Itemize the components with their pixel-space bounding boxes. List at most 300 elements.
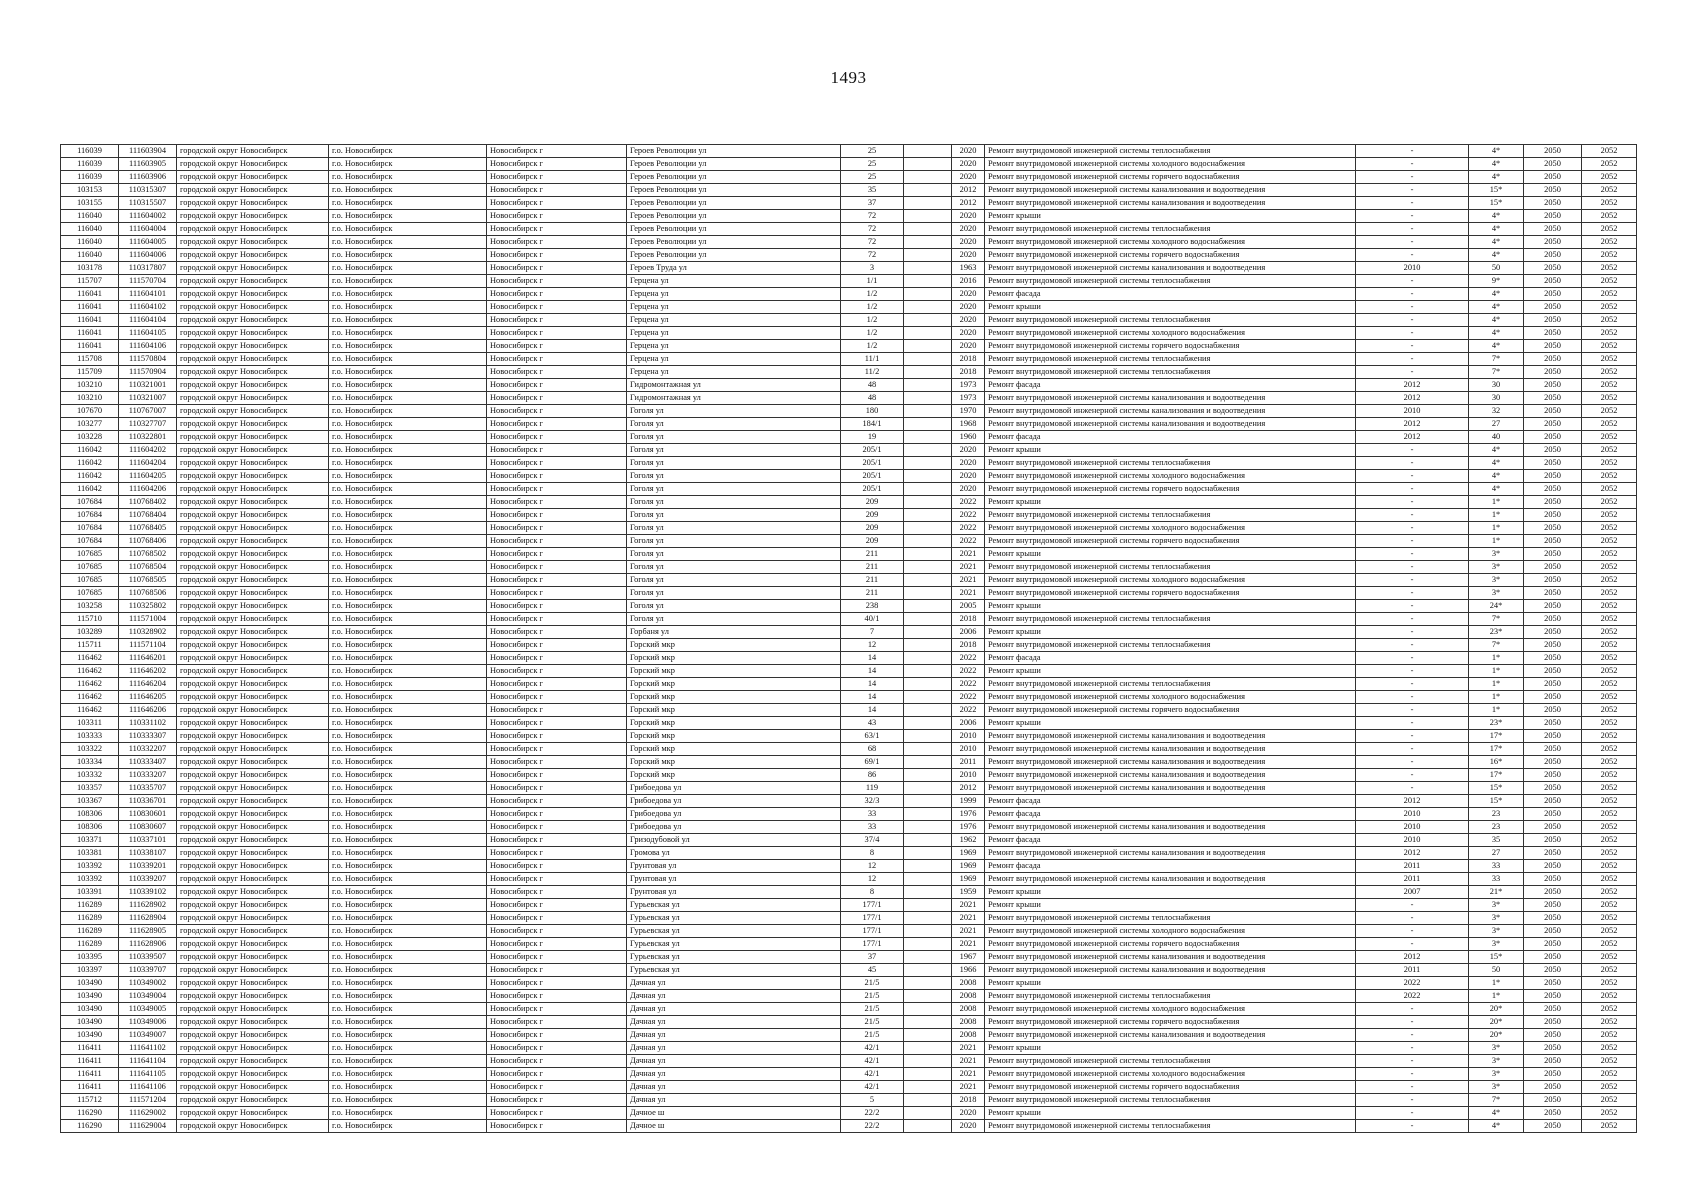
cell-wear: 4* (1469, 301, 1524, 314)
cell-locality: Новосибирск г (487, 665, 627, 678)
cell-plan-end: 2052 (1582, 509, 1637, 522)
cell-last-repair-year: - (1356, 327, 1469, 340)
cell-municipality: г.о. Новосибирск (329, 288, 487, 301)
cell-building (904, 678, 952, 691)
cell-work-id: 111604206 (119, 483, 177, 496)
cell-plan-end: 2052 (1582, 210, 1637, 223)
cell-work-id: 111571004 (119, 613, 177, 626)
cell-plan-start: 2050 (1524, 574, 1582, 587)
cell-plan-end: 2052 (1582, 1029, 1637, 1042)
cell-plan-start: 2050 (1524, 223, 1582, 236)
cell-year: 2005 (952, 600, 985, 613)
cell-street: Гидромонтажная ул (627, 379, 841, 392)
cell-municipal-district: городской округ Новосибирск (177, 769, 329, 782)
cell-work-type: Ремонт внутридомовой инженерной системы канализования и водоотведения (985, 756, 1356, 769)
cell-work-type: Ремонт фасада (985, 379, 1356, 392)
cell-municipality: г.о. Новосибирск (329, 457, 487, 470)
cell-work-id: 110768505 (119, 574, 177, 587)
cell-locality: Новосибирск г (487, 990, 627, 1003)
cell-plan-start: 2050 (1524, 769, 1582, 782)
cell-locality: Новосибирск г (487, 249, 627, 262)
cell-house-id: 116462 (61, 665, 119, 678)
cell-municipality: г.о. Новосибирск (329, 795, 487, 808)
cell-building (904, 938, 952, 951)
cell-work-type: Ремонт внутридомовой инженерной системы холодного водоснабжения (985, 158, 1356, 171)
cell-work-id: 111604002 (119, 210, 177, 223)
cell-plan-end: 2052 (1582, 457, 1637, 470)
table-row (61, 730, 1637, 743)
cell-work-id: 111604104 (119, 314, 177, 327)
cell-building (904, 951, 952, 964)
cell-municipal-district: городской округ Новосибирск (177, 379, 329, 392)
cell-house-id: 115710 (61, 613, 119, 626)
cell-plan-start: 2050 (1524, 457, 1582, 470)
cell-plan-start: 2050 (1524, 366, 1582, 379)
cell-plan-end: 2052 (1582, 691, 1637, 704)
cell-house-id: 107670 (61, 405, 119, 418)
cell-house-id: 116462 (61, 691, 119, 704)
cell-wear: 3* (1469, 1068, 1524, 1081)
cell-last-repair-year: - (1356, 1016, 1469, 1029)
cell-work-type: Ремонт внутридомовой инженерной системы горячего водоснабжения (985, 483, 1356, 496)
cell-building (904, 392, 952, 405)
cell-work-type: Ремонт внутридомовой инженерной системы канализования и водоотведения (985, 418, 1356, 431)
cell-last-repair-year: 2010 (1356, 405, 1469, 418)
cell-work-id: 110338107 (119, 847, 177, 860)
cell-plan-start: 2050 (1524, 691, 1582, 704)
cell-building (904, 730, 952, 743)
cell-street: Дачная ул (627, 1003, 841, 1016)
cell-last-repair-year: 2012 (1356, 951, 1469, 964)
cell-locality: Новосибирск г (487, 756, 627, 769)
cell-plan-end: 2052 (1582, 288, 1637, 301)
table-row (61, 353, 1637, 366)
table-row (61, 301, 1637, 314)
cell-work-type: Ремонт фасада (985, 431, 1356, 444)
table-row (61, 418, 1637, 431)
cell-wear: 1* (1469, 535, 1524, 548)
cell-house-id: 115709 (61, 366, 119, 379)
cell-locality: Новосибирск г (487, 938, 627, 951)
cell-wear: 3* (1469, 561, 1524, 574)
cell-last-repair-year: 2011 (1356, 860, 1469, 873)
cell-municipality: г.о. Новосибирск (329, 1107, 487, 1120)
cell-street: Гоголя ул (627, 613, 841, 626)
cell-last-repair-year: - (1356, 743, 1469, 756)
cell-work-type: Ремонт внутридомовой инженерной системы горячего водоснабжения (985, 340, 1356, 353)
cell-last-repair-year: - (1356, 210, 1469, 223)
cell-house-number: 63/1 (841, 730, 904, 743)
cell-wear: 33 (1469, 860, 1524, 873)
table-row (61, 600, 1637, 613)
cell-plan-end: 2052 (1582, 587, 1637, 600)
cell-house-number: 45 (841, 964, 904, 977)
cell-building (904, 717, 952, 730)
cell-wear: 4* (1469, 1107, 1524, 1120)
cell-house-id: 116041 (61, 288, 119, 301)
cell-last-repair-year: 2022 (1356, 990, 1469, 1003)
cell-municipality: г.о. Новосибирск (329, 353, 487, 366)
cell-house-number: 12 (841, 639, 904, 652)
cell-locality: Новосибирск г (487, 431, 627, 444)
cell-building (904, 496, 952, 509)
cell-plan-end: 2052 (1582, 834, 1637, 847)
cell-plan-start: 2050 (1524, 535, 1582, 548)
cell-locality: Новосибирск г (487, 873, 627, 886)
table-row (61, 405, 1637, 418)
cell-locality: Новосибирск г (487, 353, 627, 366)
cell-house-id: 116042 (61, 483, 119, 496)
cell-municipal-district: городской округ Новосибирск (177, 977, 329, 990)
cell-house-number: 42/1 (841, 1055, 904, 1068)
cell-work-type: Ремонт внутридомовой инженерной системы холодного водоснабжения (985, 1068, 1356, 1081)
cell-house-number: 238 (841, 600, 904, 613)
cell-municipality: г.о. Новосибирск (329, 925, 487, 938)
cell-plan-end: 2052 (1582, 1042, 1637, 1055)
cell-locality: Новосибирск г (487, 769, 627, 782)
cell-municipality: г.о. Новосибирск (329, 496, 487, 509)
cell-wear: 4* (1469, 1120, 1524, 1133)
cell-plan-start: 2050 (1524, 886, 1582, 899)
cell-municipality: г.о. Новосибирск (329, 600, 487, 613)
cell-work-type: Ремонт внутридомовой инженерной системы холодного водоснабжения (985, 925, 1356, 938)
cell-wear: 1* (1469, 704, 1524, 717)
cell-house-number: 14 (841, 678, 904, 691)
cell-last-repair-year: - (1356, 704, 1469, 717)
cell-work-id: 111603906 (119, 171, 177, 184)
cell-year: 2020 (952, 249, 985, 262)
cell-plan-start: 2050 (1524, 743, 1582, 756)
table-row (61, 262, 1637, 275)
cell-street: Гоголя ул (627, 509, 841, 522)
cell-street: Горский мкр (627, 665, 841, 678)
cell-locality: Новосибирск г (487, 457, 627, 470)
cell-plan-end: 2052 (1582, 444, 1637, 457)
cell-locality: Новосибирск г (487, 483, 627, 496)
cell-building (904, 197, 952, 210)
cell-work-id: 110830607 (119, 821, 177, 834)
cell-plan-start: 2050 (1524, 860, 1582, 873)
cell-last-repair-year: 2012 (1356, 392, 1469, 405)
cell-municipal-district: городской округ Новосибирск (177, 418, 329, 431)
cell-street: Герцена ул (627, 340, 841, 353)
cell-plan-end: 2052 (1582, 717, 1637, 730)
cell-street: Героев Революции ул (627, 171, 841, 184)
cell-locality: Новосибирск г (487, 1029, 627, 1042)
cell-street: Герцена ул (627, 288, 841, 301)
cell-plan-start: 2050 (1524, 431, 1582, 444)
cell-last-repair-year: - (1356, 769, 1469, 782)
cell-last-repair-year: - (1356, 587, 1469, 600)
table-row (61, 938, 1637, 951)
cell-last-repair-year: - (1356, 730, 1469, 743)
cell-house-id: 107684 (61, 509, 119, 522)
cell-locality: Новосибирск г (487, 158, 627, 171)
cell-work-id: 111604005 (119, 236, 177, 249)
cell-year: 2010 (952, 769, 985, 782)
cell-municipal-district: городской округ Новосибирск (177, 964, 329, 977)
table-row (61, 1003, 1637, 1016)
cell-building (904, 535, 952, 548)
cell-municipal-district: городской округ Новосибирск (177, 249, 329, 262)
cell-street: Грибоедова ул (627, 821, 841, 834)
cell-house-number: 8 (841, 847, 904, 860)
table-row (61, 1094, 1637, 1107)
cell-work-type: Ремонт внутридомовой инженерной системы холодного водоснабжения (985, 522, 1356, 535)
cell-year: 1966 (952, 964, 985, 977)
cell-work-type: Ремонт внутридомовой инженерной системы канализования и водоотведения (985, 873, 1356, 886)
cell-house-id: 103397 (61, 964, 119, 977)
table-row (61, 860, 1637, 873)
cell-municipal-district: городской округ Новосибирск (177, 457, 329, 470)
cell-municipality: г.о. Новосибирск (329, 1016, 487, 1029)
cell-municipality: г.о. Новосибирск (329, 366, 487, 379)
cell-work-id: 111603904 (119, 145, 177, 158)
cell-house-number: 72 (841, 223, 904, 236)
cell-house-id: 103322 (61, 743, 119, 756)
cell-plan-end: 2052 (1582, 743, 1637, 756)
cell-work-id: 111604006 (119, 249, 177, 262)
cell-municipality: г.о. Новосибирск (329, 1081, 487, 1094)
table-row (61, 756, 1637, 769)
cell-house-id: 107685 (61, 548, 119, 561)
cell-house-number: 25 (841, 158, 904, 171)
cell-house-number: 211 (841, 561, 904, 574)
cell-wear: 4* (1469, 171, 1524, 184)
cell-work-type: Ремонт внутридомовой инженерной системы канализования и водоотведения (985, 964, 1356, 977)
cell-house-number: 180 (841, 405, 904, 418)
cell-plan-start: 2050 (1524, 626, 1582, 639)
cell-house-number: 21/5 (841, 1016, 904, 1029)
cell-municipal-district: городской округ Новосибирск (177, 314, 329, 327)
cell-locality: Новосибирск г (487, 145, 627, 158)
cell-year: 2022 (952, 704, 985, 717)
cell-year: 2022 (952, 678, 985, 691)
cell-work-type: Ремонт крыши (985, 600, 1356, 613)
cell-wear: 20* (1469, 1016, 1524, 1029)
cell-municipal-district: городской округ Новосибирск (177, 301, 329, 314)
cell-work-type: Ремонт крыши (985, 626, 1356, 639)
cell-house-number: 1/2 (841, 327, 904, 340)
cell-municipal-district: городской округ Новосибирск (177, 860, 329, 873)
cell-plan-start: 2050 (1524, 782, 1582, 795)
cell-last-repair-year: 2022 (1356, 977, 1469, 990)
cell-year: 2021 (952, 925, 985, 938)
cell-building (904, 821, 952, 834)
cell-plan-end: 2052 (1582, 860, 1637, 873)
cell-locality: Новосибирск г (487, 444, 627, 457)
cell-house-number: 72 (841, 210, 904, 223)
cell-municipality: г.о. Новосибирск (329, 730, 487, 743)
cell-plan-end: 2052 (1582, 1055, 1637, 1068)
cell-plan-start: 2050 (1524, 405, 1582, 418)
cell-year: 2020 (952, 171, 985, 184)
cell-year: 2020 (952, 145, 985, 158)
cell-work-type: Ремонт внутридомовой инженерной системы холодного водоснабжения (985, 1003, 1356, 1016)
cell-year: 2020 (952, 327, 985, 340)
cell-locality: Новосибирск г (487, 379, 627, 392)
cell-work-id: 110327707 (119, 418, 177, 431)
cell-building (904, 405, 952, 418)
cell-last-repair-year: - (1356, 340, 1469, 353)
cell-street: Дачная ул (627, 1029, 841, 1042)
cell-work-id: 111570804 (119, 353, 177, 366)
cell-building (904, 574, 952, 587)
cell-last-repair-year: 2012 (1356, 431, 1469, 444)
cell-plan-start: 2050 (1524, 1081, 1582, 1094)
table-row (61, 223, 1637, 236)
cell-municipality: г.о. Новосибирск (329, 717, 487, 730)
cell-plan-end: 2052 (1582, 704, 1637, 717)
cell-wear: 4* (1469, 236, 1524, 249)
cell-plan-end: 2052 (1582, 1107, 1637, 1120)
cell-last-repair-year: - (1356, 574, 1469, 587)
cell-municipality: г.о. Новосибирск (329, 691, 487, 704)
cell-locality: Новосибирск г (487, 340, 627, 353)
cell-year: 1976 (952, 808, 985, 821)
cell-last-repair-year: - (1356, 236, 1469, 249)
cell-municipal-district: городской округ Новосибирск (177, 340, 329, 353)
cell-house-number: 1/2 (841, 340, 904, 353)
cell-last-repair-year: - (1356, 158, 1469, 171)
cell-municipality: г.о. Новосибирск (329, 756, 487, 769)
cell-work-type: Ремонт внутридомовой инженерной системы горячего водоснабжения (985, 249, 1356, 262)
cell-wear: 7* (1469, 366, 1524, 379)
cell-plan-end: 2052 (1582, 535, 1637, 548)
cell-work-id: 111628902 (119, 899, 177, 912)
cell-plan-end: 2052 (1582, 1016, 1637, 1029)
table-row (61, 496, 1637, 509)
cell-wear: 17* (1469, 743, 1524, 756)
cell-wear: 23 (1469, 808, 1524, 821)
cell-building (904, 626, 952, 639)
table-row (61, 236, 1637, 249)
cell-house-number: 12 (841, 860, 904, 873)
cell-last-repair-year: - (1356, 938, 1469, 951)
cell-building (904, 275, 952, 288)
cell-municipal-district: городской округ Новосибирск (177, 1107, 329, 1120)
cell-year: 2020 (952, 444, 985, 457)
cell-municipality: г.о. Новосибирск (329, 821, 487, 834)
cell-year: 2021 (952, 548, 985, 561)
cell-building (904, 418, 952, 431)
cell-wear: 7* (1469, 353, 1524, 366)
cell-plan-start: 2050 (1524, 613, 1582, 626)
cell-work-id: 110349002 (119, 977, 177, 990)
cell-municipal-district: городской округ Новосибирск (177, 938, 329, 951)
cell-plan-start: 2050 (1524, 639, 1582, 652)
cell-work-type: Ремонт крыши (985, 444, 1356, 457)
cell-work-type: Ремонт внутридомовой инженерной системы теплоснабжения (985, 314, 1356, 327)
cell-municipality: г.о. Новосибирск (329, 704, 487, 717)
cell-municipal-district: городской округ Новосибирск (177, 951, 329, 964)
cell-building (904, 145, 952, 158)
cell-municipal-district: городской округ Новосибирск (177, 717, 329, 730)
cell-plan-start: 2050 (1524, 522, 1582, 535)
cell-house-id: 116041 (61, 301, 119, 314)
cell-house-id: 115708 (61, 353, 119, 366)
cell-house-id: 116042 (61, 444, 119, 457)
cell-municipal-district: городской округ Новосибирск (177, 522, 329, 535)
cell-house-number: 3 (841, 262, 904, 275)
cell-house-number: 209 (841, 535, 904, 548)
cell-building (904, 379, 952, 392)
cell-plan-end: 2052 (1582, 652, 1637, 665)
cell-wear: 23* (1469, 717, 1524, 730)
cell-municipal-district: городской округ Новосибирск (177, 639, 329, 652)
cell-wear: 21* (1469, 886, 1524, 899)
cell-municipality: г.о. Новосибирск (329, 574, 487, 587)
cell-house-number: 40/1 (841, 613, 904, 626)
table-row (61, 847, 1637, 860)
cell-work-type: Ремонт внутридомовой инженерной системы канализования и водоотведения (985, 262, 1356, 275)
cell-municipal-district: городской округ Новосибирск (177, 600, 329, 613)
cell-house-number: 22/2 (841, 1107, 904, 1120)
cell-building (904, 782, 952, 795)
cell-plan-end: 2052 (1582, 379, 1637, 392)
cell-street: Героев Революции ул (627, 210, 841, 223)
cell-municipality: г.о. Новосибирск (329, 665, 487, 678)
cell-plan-end: 2052 (1582, 808, 1637, 821)
cell-work-type: Ремонт крыши (985, 1042, 1356, 1055)
cell-plan-end: 2052 (1582, 847, 1637, 860)
cell-year: 2018 (952, 1094, 985, 1107)
cell-municipality: г.о. Новосибирск (329, 483, 487, 496)
cell-year: 2022 (952, 535, 985, 548)
cell-plan-end: 2052 (1582, 327, 1637, 340)
cell-work-type: Ремонт внутридомовой инженерной системы канализования и водоотведения (985, 184, 1356, 197)
cell-wear: 15* (1469, 184, 1524, 197)
cell-wear: 15* (1469, 197, 1524, 210)
cell-work-id: 110337101 (119, 834, 177, 847)
cell-plan-start: 2050 (1524, 899, 1582, 912)
cell-year: 2021 (952, 1055, 985, 1068)
cell-municipality: г.о. Новосибирск (329, 1120, 487, 1133)
cell-municipal-district: городской округ Новосибирск (177, 873, 329, 886)
cell-municipality: г.о. Новосибирск (329, 613, 487, 626)
cell-house-id: 103395 (61, 951, 119, 964)
cell-plan-end: 2052 (1582, 626, 1637, 639)
cell-municipal-district: городской округ Новосибирск (177, 470, 329, 483)
cell-locality: Новосибирск г (487, 301, 627, 314)
cell-house-id: 116041 (61, 327, 119, 340)
cell-municipal-district: городской округ Новосибирск (177, 1094, 329, 1107)
table-row (61, 704, 1637, 717)
table-row (61, 210, 1637, 223)
table-row (61, 964, 1637, 977)
cell-work-id: 111628906 (119, 938, 177, 951)
cell-plan-end: 2052 (1582, 1068, 1637, 1081)
cell-locality: Новосибирск г (487, 691, 627, 704)
cell-house-number: 177/1 (841, 938, 904, 951)
cell-plan-start: 2050 (1524, 561, 1582, 574)
cell-last-repair-year: 2010 (1356, 834, 1469, 847)
cell-street: Гидромонтажная ул (627, 392, 841, 405)
cell-year: 2020 (952, 314, 985, 327)
cell-street: Дачная ул (627, 1055, 841, 1068)
cell-year: 1999 (952, 795, 985, 808)
cell-locality: Новосибирск г (487, 288, 627, 301)
cell-plan-end: 2052 (1582, 756, 1637, 769)
cell-locality: Новосибирск г (487, 600, 627, 613)
cell-work-type: Ремонт внутридомовой инженерной системы канализования и водоотведения (985, 769, 1356, 782)
cell-plan-end: 2052 (1582, 522, 1637, 535)
table-row (61, 145, 1637, 158)
cell-house-number: 211 (841, 587, 904, 600)
cell-house-id: 103392 (61, 873, 119, 886)
cell-year: 2021 (952, 899, 985, 912)
cell-plan-end: 2052 (1582, 561, 1637, 574)
